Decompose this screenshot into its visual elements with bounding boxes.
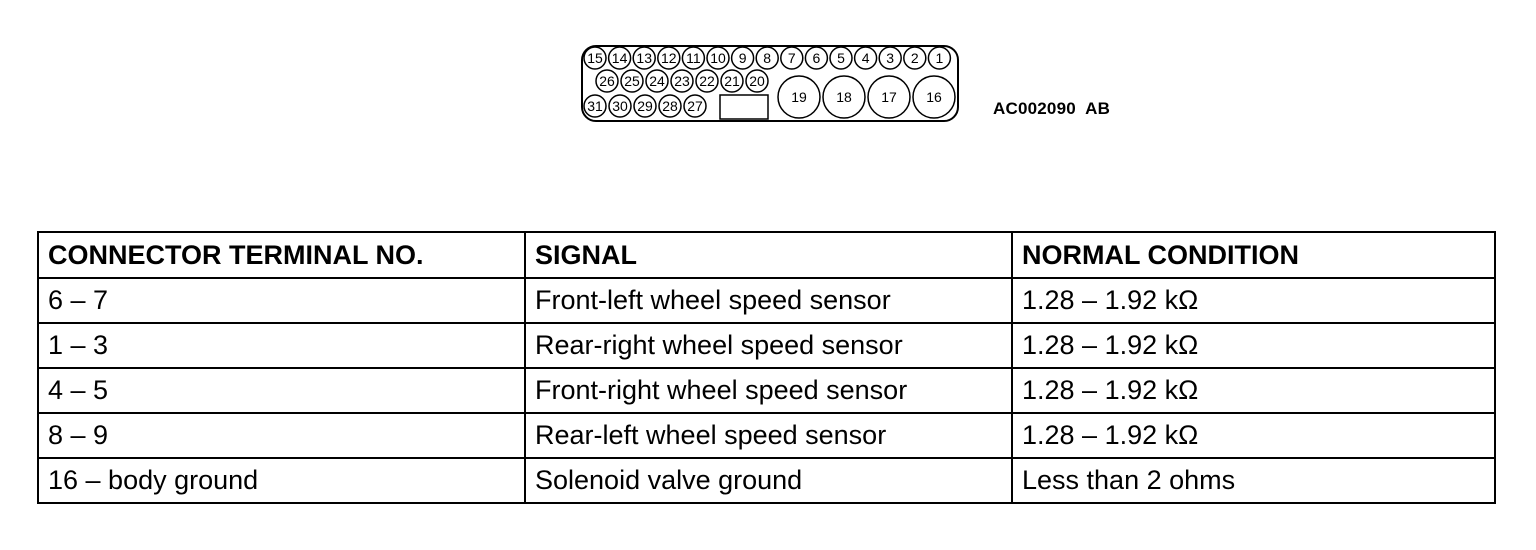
- pin-number: 7: [787, 50, 796, 67]
- connector-pin: [855, 47, 877, 69]
- connector-pin: [707, 47, 729, 69]
- connector-pin: [732, 47, 754, 69]
- signal-cell: Front-left wheel speed sensor: [525, 278, 1012, 323]
- terminal-no-cell: 8 – 9: [38, 413, 525, 458]
- pin-number: 23: [674, 73, 690, 90]
- terminal-no-cell: 16 – body ground: [38, 458, 525, 503]
- pin-number: 18: [836, 89, 852, 106]
- pin-number: 8: [763, 50, 772, 67]
- connector-pin: [904, 47, 926, 69]
- normal-condition-cell: Less than 2 ohms: [1012, 458, 1495, 503]
- connector-pin: [696, 70, 718, 92]
- pin-number: 24: [649, 73, 665, 90]
- pin-number: 12: [661, 50, 677, 67]
- pin-number: 2: [910, 50, 919, 67]
- connector-pin: [682, 47, 704, 69]
- pin-number: 1: [935, 50, 944, 67]
- connector-check-table: [37, 231, 1496, 504]
- connector-pin: [646, 70, 668, 92]
- connector-pin: [868, 76, 910, 118]
- terminal-no-cell: 6 – 7: [38, 278, 525, 323]
- connector-pin: [584, 47, 606, 69]
- pin-number: 28: [662, 98, 678, 115]
- normal-condition-cell: 1.28 – 1.92 kΩ: [1012, 368, 1495, 413]
- figure-code: [993, 99, 1110, 119]
- pin-number: 30: [612, 98, 628, 115]
- terminal-no-cell: 1 – 3: [38, 323, 525, 368]
- terminal-no-cell: 4 – 5: [38, 368, 525, 413]
- pin-number: 16: [926, 89, 942, 106]
- connector-pin: [781, 47, 803, 69]
- connector-pin: [928, 47, 950, 69]
- table-header-row: [38, 232, 1495, 278]
- table-row: [38, 323, 1495, 368]
- connector-pin: [756, 47, 778, 69]
- connector-pin: [596, 70, 618, 92]
- pin-number: 13: [636, 50, 652, 67]
- connector-pin: [609, 95, 631, 117]
- pin-number: 11: [686, 50, 701, 67]
- header-terminal-no: CONNECTOR TERMINAL NO.: [38, 232, 525, 278]
- pin-number: 3: [886, 50, 895, 67]
- pin-number: 25: [624, 73, 640, 90]
- header-normal-condition: NORMAL CONDITION: [1012, 232, 1495, 278]
- connector-pin: [823, 76, 865, 118]
- connector-pin: [609, 47, 631, 69]
- pin-number: 27: [687, 98, 703, 115]
- connector-pin: [778, 76, 820, 118]
- pin-number: 17: [881, 89, 897, 106]
- connector-pin: [879, 47, 901, 69]
- connector-diagram: [575, 40, 965, 126]
- pin-number: 20: [749, 73, 765, 90]
- connector-pin: [659, 95, 681, 117]
- connector-pin: [584, 95, 606, 117]
- table-row: [38, 278, 1495, 323]
- pin-number: 4: [861, 50, 870, 67]
- pin-number: 10: [710, 50, 726, 67]
- connector-pin: [633, 47, 655, 69]
- signal-cell: Solenoid valve ground: [525, 458, 1012, 503]
- connector-pin: [658, 47, 680, 69]
- connector-pin: [721, 70, 743, 92]
- pin-number: 29: [637, 98, 653, 115]
- pin-number: 31: [587, 98, 603, 115]
- normal-condition-cell: 1.28 – 1.92 kΩ: [1012, 413, 1495, 458]
- connector-pin: [634, 95, 656, 117]
- connector-pin: [913, 76, 955, 118]
- pin-number: 26: [599, 73, 615, 90]
- signal-cell: Front-right wheel speed sensor: [525, 368, 1012, 413]
- signal-cell: Rear-right wheel speed sensor: [525, 323, 1012, 368]
- connector-pin: [805, 47, 827, 69]
- normal-condition-cell: 1.28 – 1.92 kΩ: [1012, 278, 1495, 323]
- signal-cell: Rear-left wheel speed sensor: [525, 413, 1012, 458]
- connector-pin: [746, 70, 768, 92]
- pin-number: 6: [812, 50, 821, 67]
- connector-key-slot: [720, 95, 768, 119]
- pin-number: 15: [587, 50, 603, 67]
- pin-number: 19: [791, 89, 807, 106]
- table-row: [38, 368, 1495, 413]
- header-signal: SIGNAL: [525, 232, 1012, 278]
- connector-pin: [671, 70, 693, 92]
- figure-code-number: AC002090: [993, 99, 1076, 118]
- normal-condition-cell: 1.28 – 1.92 kΩ: [1012, 323, 1495, 368]
- pin-number: 21: [724, 73, 740, 90]
- pin-number: 22: [699, 73, 715, 90]
- connector-pin: [830, 47, 852, 69]
- figure-code-suffix: AB: [1085, 99, 1111, 118]
- table-row: [38, 458, 1495, 503]
- connector-pin: [621, 70, 643, 92]
- pin-number: 14: [611, 50, 628, 67]
- pin-number: 9: [738, 50, 747, 67]
- pin-number: 5: [837, 50, 845, 67]
- table-row: [38, 413, 1495, 458]
- connector-pin: [684, 95, 706, 117]
